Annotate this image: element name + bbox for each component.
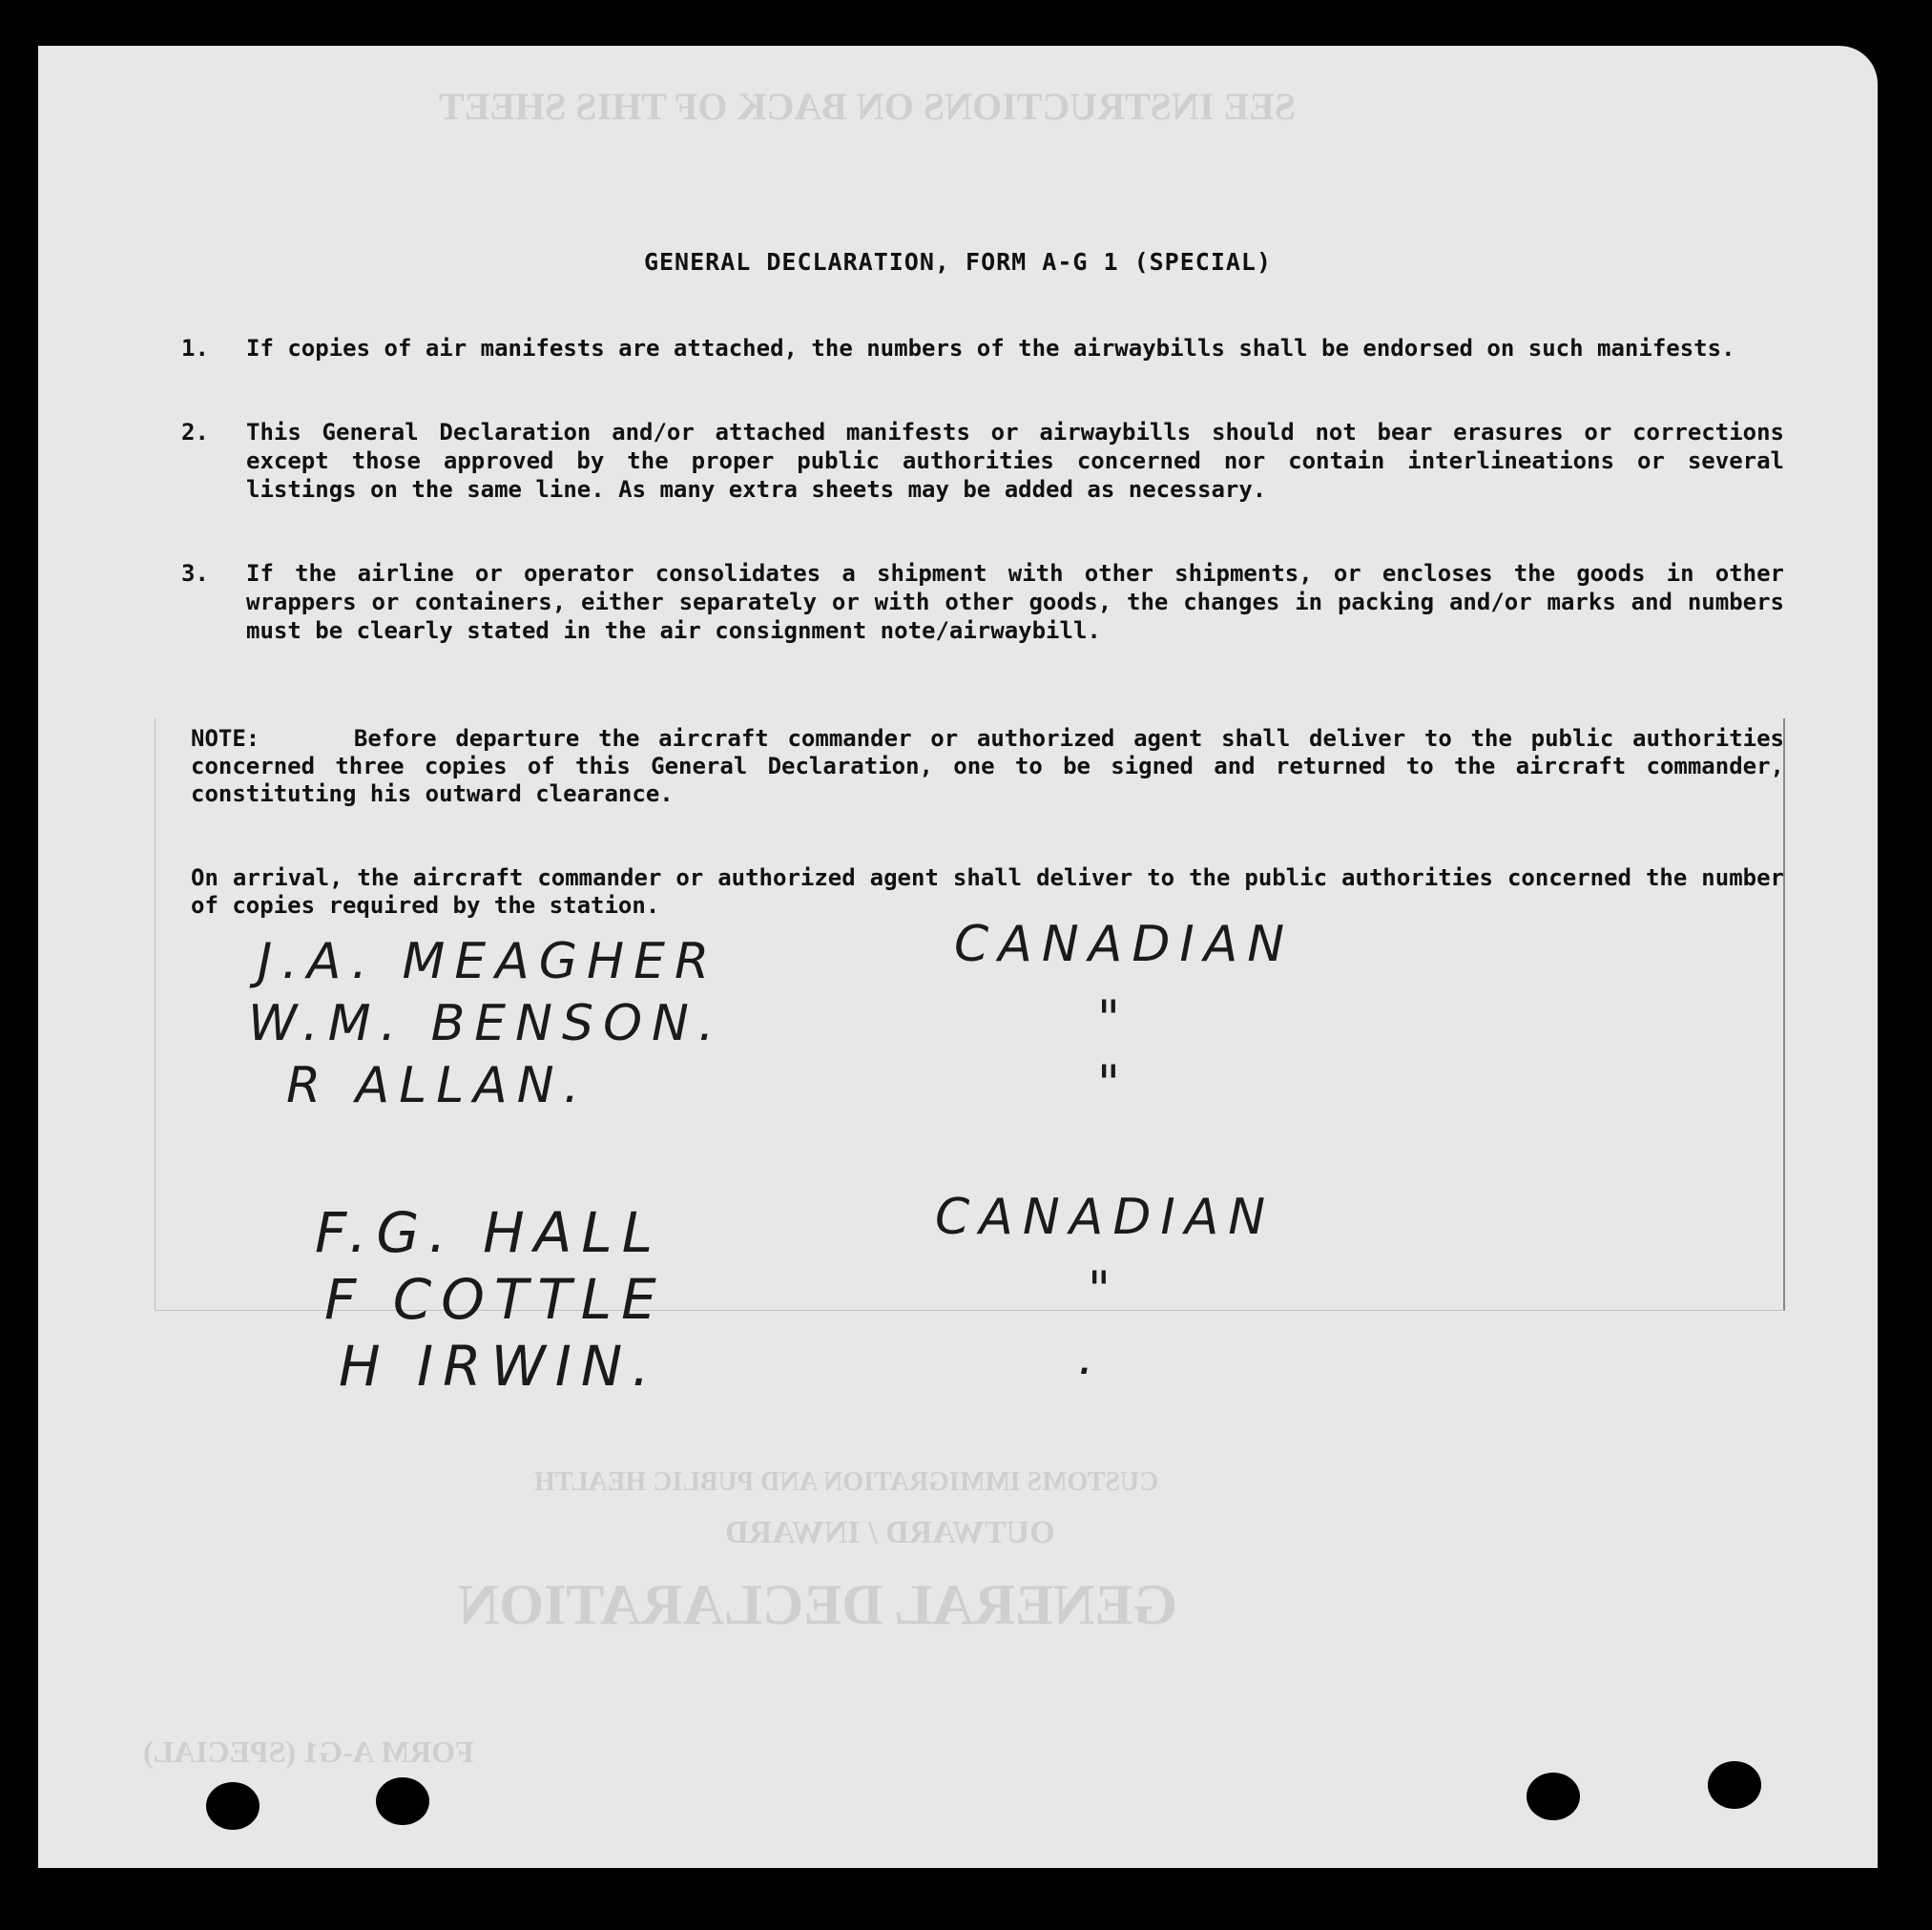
handwritten-name: H IRWIN. (339, 1334, 659, 1399)
instruction-item (181, 559, 1784, 674)
show-through-text: OUTWARD / INWARD (725, 1515, 1055, 1550)
handwritten-nationality: " (1088, 1261, 1120, 1318)
show-through-text: GENERAL DECLARATION (458, 1573, 1178, 1636)
arrival-paragraph: On arrival, the aircraft commander or authorized agent shall deliver to the public authorities concerned the number of copies required by the station. (191, 864, 1784, 919)
item-text: If the airline or operator consolidates a shipment with other shipments, or encloses the goods in other wrappers or containers, either separately or with other goods, the changes in packing and/or marks and numbers must be clearly stated in the air consignment note/airwaybill. (246, 560, 1784, 644)
item-number: 2. (181, 419, 209, 446)
document-sheet (38, 46, 1878, 1868)
handwritten-nationality: CANADIAN (954, 916, 1295, 973)
item-text: This General Declaration and/or attached manifests or airwaybills should not bear erasures or corrections except those approved by the proper public authorities concerned nor contain interlineations or several listings on the same line. As many extra sheets may be added as necessary. (246, 419, 1784, 503)
handwritten-name: W.M. BENSON. (248, 995, 724, 1052)
handwritten-nationality: " (1097, 990, 1130, 1048)
punch-hole (1708, 1761, 1761, 1809)
instruction-item (181, 334, 1784, 393)
handwritten-name: F COTTLE (324, 1267, 666, 1332)
handwritten-nationality: " (1097, 1055, 1130, 1112)
item-number: 3. (181, 560, 209, 587)
punch-hole (376, 1777, 429, 1825)
handwritten-name: R ALLAN. (286, 1057, 590, 1114)
show-through-text: FORM A-G1 (SPECIAL) (143, 1734, 474, 1769)
show-through-text: SEE INSTRUCTIONS ON BACK OF THIS SHEET (439, 85, 1297, 128)
instruction-item (181, 418, 1784, 532)
handwritten-name: J.A. MEAGHER (258, 933, 719, 990)
handwritten-name: F.G. HALL (315, 1200, 663, 1265)
handwritten-nationality: . (1078, 1329, 1104, 1386)
item-number: 1. (181, 335, 209, 362)
punch-hole (206, 1782, 260, 1830)
handwritten-nationality: CANADIAN (935, 1189, 1276, 1246)
note-paragraph: NOTE: Before departure the aircraft commander or authorized agent shall deliver to the public authorities concerned three copies of this General Declaration, one to be signed and returned to the aircraft commander, constituting his outward clearance. (191, 725, 1798, 807)
page-title: GENERAL DECLARATION, FORM A-G 1 (SPECIAL) (643, 248, 1273, 276)
punch-hole (1527, 1773, 1580, 1820)
item-text: If copies of air manifests are attached, the numbers of the airwaybills shall be endorsed on such manifests. (246, 335, 1735, 362)
show-through-text: CUSTOMS IMMIGRATION AND PUBLIC HEALTH (534, 1467, 1159, 1497)
